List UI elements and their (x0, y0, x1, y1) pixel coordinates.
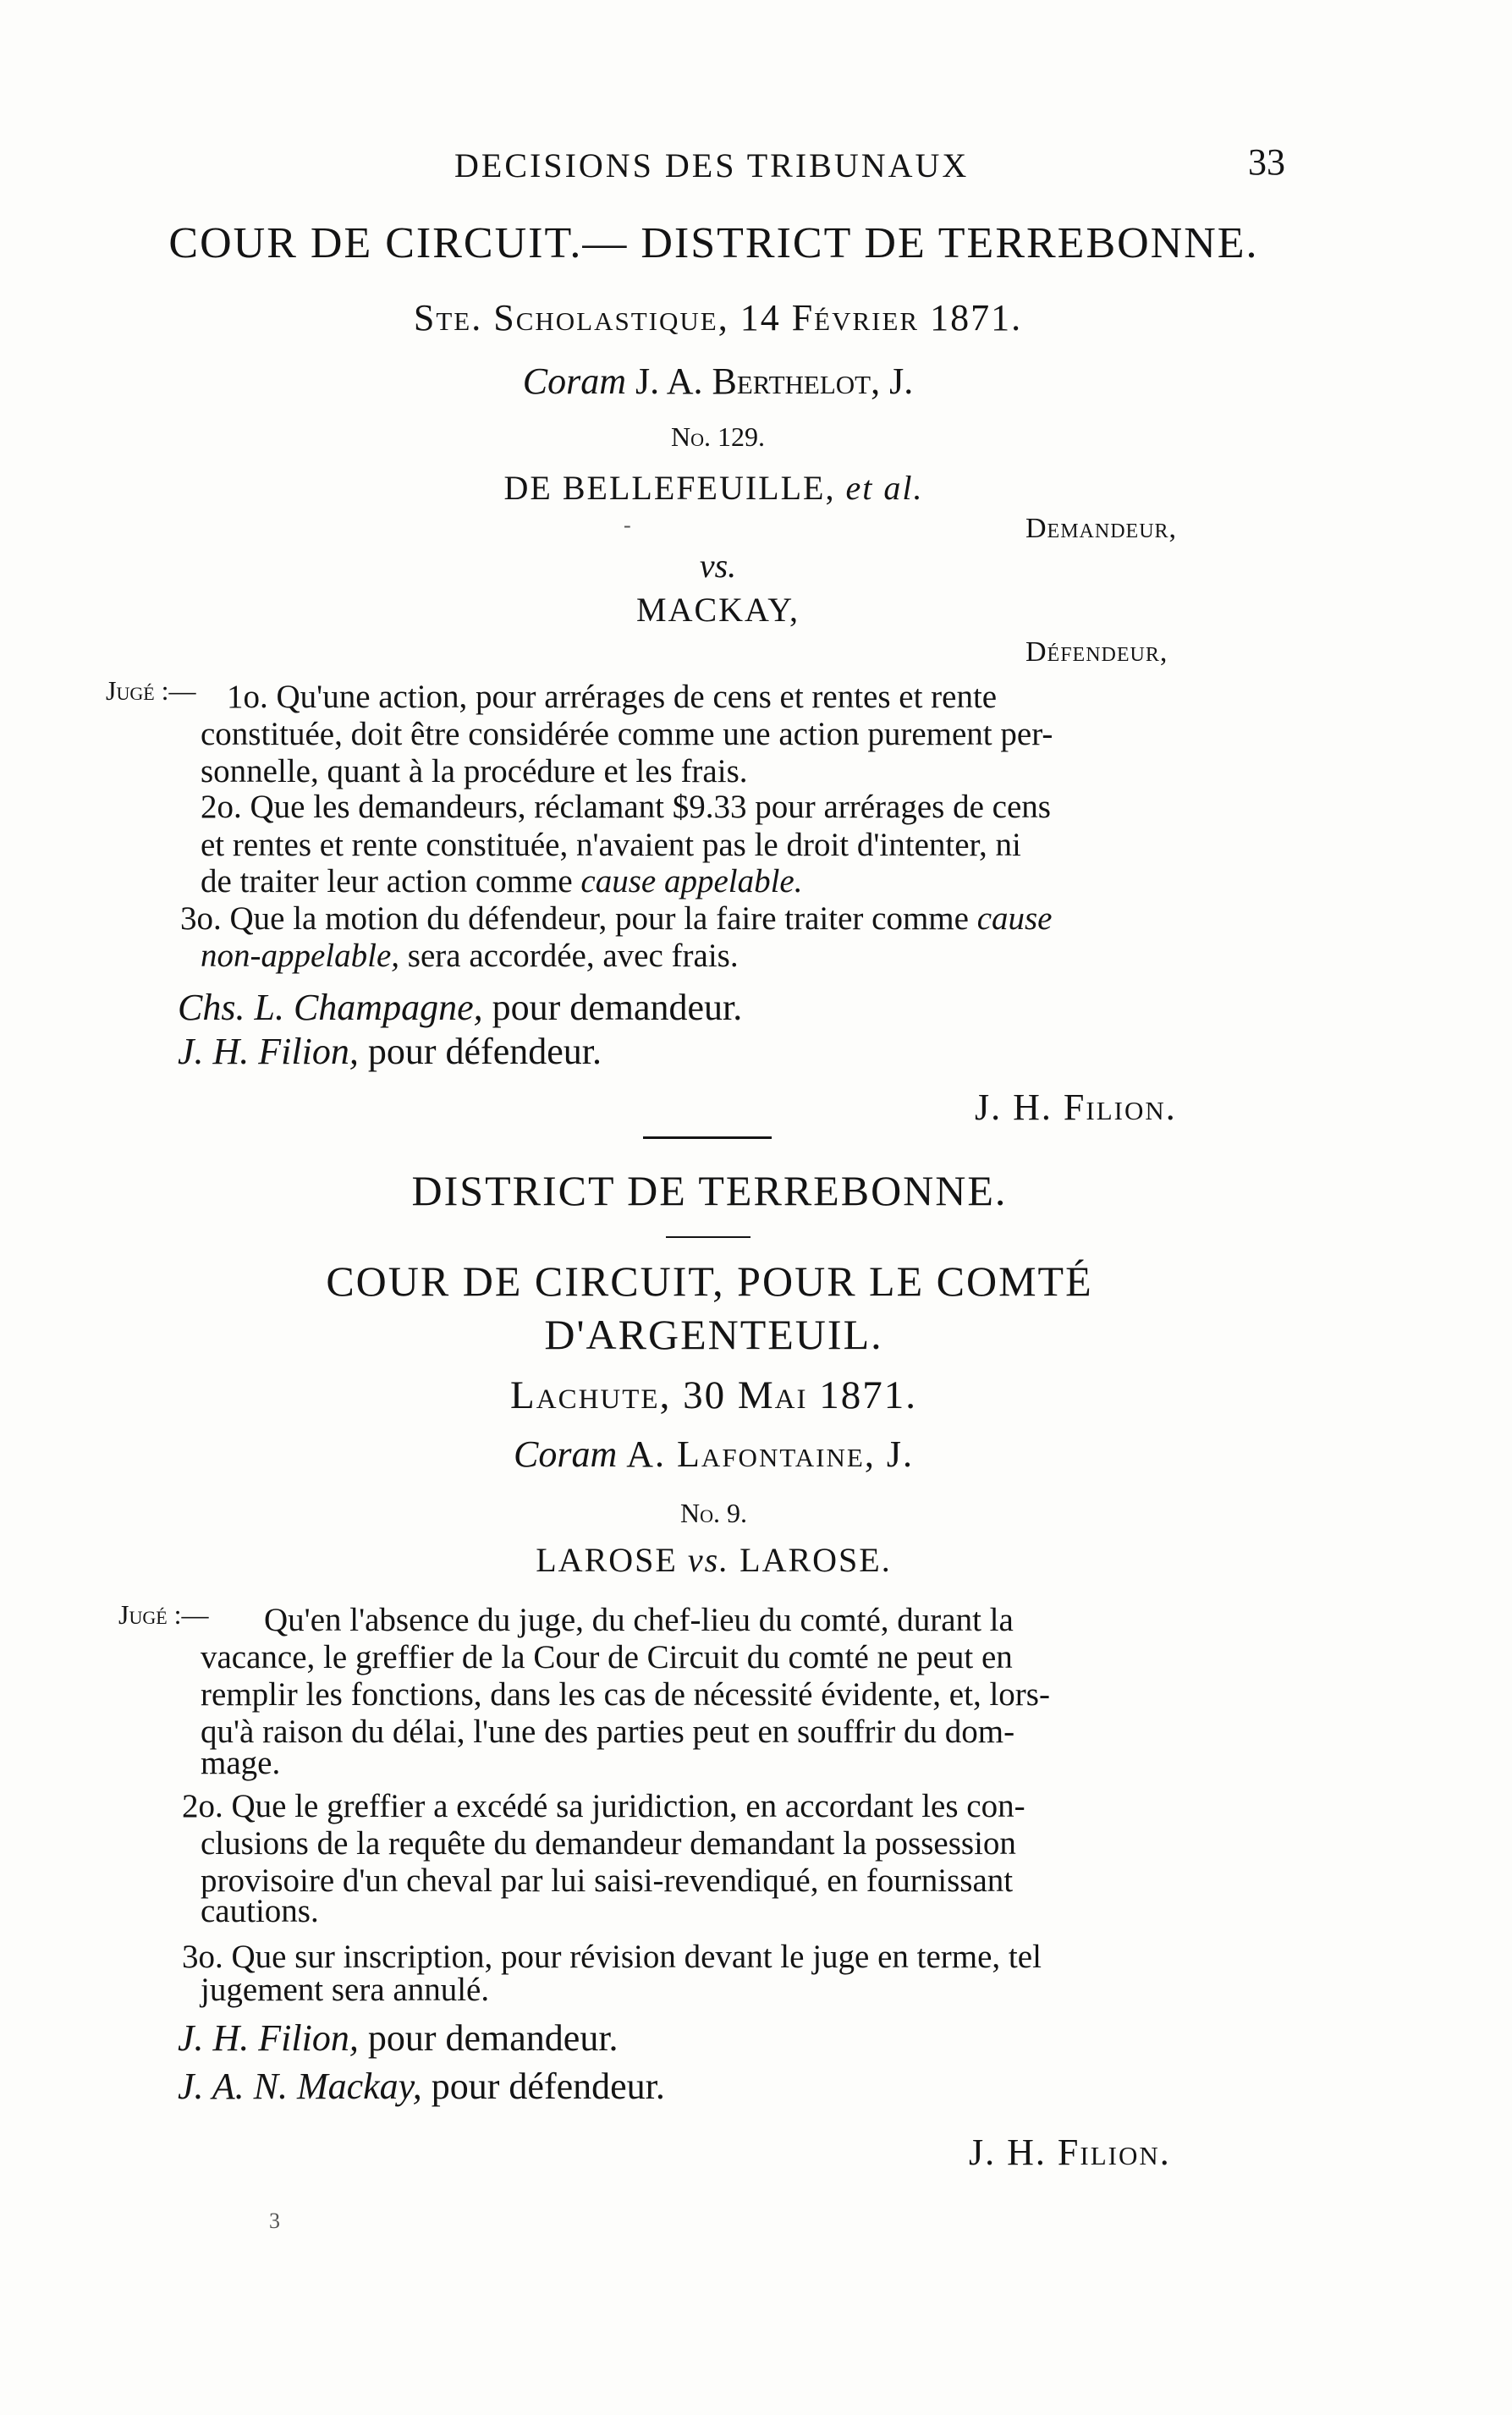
case1-holding3-italic1: cause (976, 900, 1053, 937)
case1-reporter: J. H. Filion. (975, 1086, 1177, 1128)
case1-plaintiff-role: Demandeur, (1025, 513, 1178, 544)
page-number: 33 (1248, 141, 1285, 183)
case1-coram-judge: J. A. Berthelot, J. (635, 360, 914, 402)
case2-juge-label: Jugé :— (118, 1599, 209, 1630)
case2-holding3-l2: jugement sera annulé. (201, 1972, 490, 2008)
case1-versus: vs. (699, 547, 737, 585)
case2-counsel2 (178, 2065, 665, 2108)
case2-holding1-l5: mage. (201, 1745, 281, 1781)
case2-versus: vs. (687, 1541, 730, 1579)
case2-coram (0, 1433, 1470, 1476)
running-title: DECISIONS DES TRIBUNAUX (454, 146, 970, 184)
case1-holding3-italic2: non-appelable, (201, 938, 400, 974)
case1-defendant: MACKAY, (636, 591, 800, 629)
case1-holding3-text: 3o. Que la motion du défendeur, pour la faire traiter comme (180, 900, 977, 937)
stray-dash-mark: - (624, 513, 631, 537)
case1-coram-label: Coram (522, 360, 627, 402)
case2-holding1-l2: vacance, le greffier de la Cour de Circuit du comté ne peut en (201, 1639, 1013, 1675)
case1-coram (0, 360, 1474, 403)
case1-court-title: COUR DE CIRCUIT.— DISTRICT DE TERREBONNE. (168, 219, 1259, 267)
case1-plaintiff-name: DE BELLEFEUILLE, (503, 469, 836, 507)
case1-holding3-l1 (180, 900, 1053, 938)
case1-counsel1-role: pour demandeur. (482, 987, 743, 1028)
case2-holding2-l3: provisoire d'un cheval par lui saisi-revendiqué, en fournissant (201, 1862, 1014, 1899)
case2-holding1-l4: qu'à raison du délai, l'une des parties peut en souffrir du dom- (201, 1714, 1015, 1750)
case2-counsel1 (178, 2016, 619, 2060)
case1-holding1-l3: sonnelle, quant à la procédure et les frais. (201, 753, 748, 789)
case1-holding3-rest: sera accordée, avec frais. (399, 938, 739, 974)
case1-plaintiff (0, 468, 1470, 508)
case2-party-b: LAROSE. (729, 1541, 892, 1579)
district-underline (666, 1236, 751, 1238)
section-divider (643, 1136, 772, 1139)
case1-counsel1-name: Chs. L. Champagne, (178, 987, 483, 1028)
case1-holding1-l2: constituée, doit être considérée comme une action purement per- (201, 716, 1053, 752)
case2-court-line2: D'ARGENTEUIL. (544, 1311, 883, 1358)
case2-number: No. 9. (680, 1498, 747, 1528)
case2-counsel1-name: J. H. Filion, (178, 2017, 359, 2059)
case1-holding2-l3 (201, 863, 802, 900)
case2-holding2-l4: cautions. (201, 1893, 319, 1929)
signature-mark: 3 (269, 2209, 280, 2233)
case2-court-line1: COUR DE CIRCUIT, POUR LE COMTÉ (326, 1257, 1093, 1305)
case1-counsel1 (178, 986, 742, 1029)
case2-coram-judge: A. Lafontaine, J. (626, 1433, 914, 1475)
case1-holding2-italic: cause appelable. (580, 863, 803, 899)
case2-coram-label: Coram (514, 1433, 618, 1475)
case1-holding2-l1: 2o. Que les demandeurs, réclamant $9.33 pour arrérages de cens (201, 789, 1051, 825)
case2-parties (0, 1540, 1470, 1580)
case2-holding1-l1: Qu'en l'absence du juge, du chef-lieu du comté, durant la (264, 1602, 1014, 1638)
case1-counsel2-name: J. H. Filion, (178, 1031, 359, 1072)
case1-plaintiff-suffix: et al. (845, 469, 924, 507)
case1-defendant-role: Défendeur, (1025, 636, 1168, 668)
case2-district: DISTRICT DE TERREBONNE. (411, 1167, 1008, 1214)
case1-holding2-l2: et rentes et rente constituée, n'avaient pas le droit d'intenter, ni (201, 827, 1021, 863)
case2-holding3-l1: 3o. Que sur inscription, pour révision devant le juge en terme, tel (182, 1939, 1042, 1975)
case1-place-date: Ste. Scholastique, 14 Février 1871. (413, 297, 1023, 338)
case1-counsel2-role: pour défendeur. (358, 1031, 602, 1072)
case2-reporter: J. H. Filion. (969, 2132, 1171, 2173)
case2-holding2-l1: 2o. Que le greffier a excédé sa juridiction, en accordant les con- (182, 1788, 1025, 1824)
case1-counsel2 (178, 1030, 602, 1073)
case2-counsel2-name: J. A. N. Mackay, (178, 2066, 422, 2107)
case1-number: No. 129. (671, 421, 765, 452)
case2-counsel1-role: pour demandeur. (358, 2017, 619, 2059)
case2-counsel2-role: pour défendeur. (421, 2066, 665, 2107)
case1-holding3-l2 (201, 938, 739, 975)
case2-party-a: LAROSE (536, 1541, 688, 1579)
case2-holding1-l3: remplir les fonctions, dans les cas de nécessité évidente, et, lors- (201, 1676, 1050, 1713)
case1-holding2-text: de traiter leur action comme (201, 863, 581, 899)
case2-place-date: Lachute, 30 Mai 1871. (510, 1373, 917, 1417)
case1-holding1-l1: 1o. Qu'une action, pour arrérages de cens et rentes et rente (227, 679, 998, 715)
case2-holding2-l2: clusions de la requête du demandeur demandant la possession (201, 1825, 1016, 1862)
case1-juge-label: Jugé :— (106, 675, 196, 706)
